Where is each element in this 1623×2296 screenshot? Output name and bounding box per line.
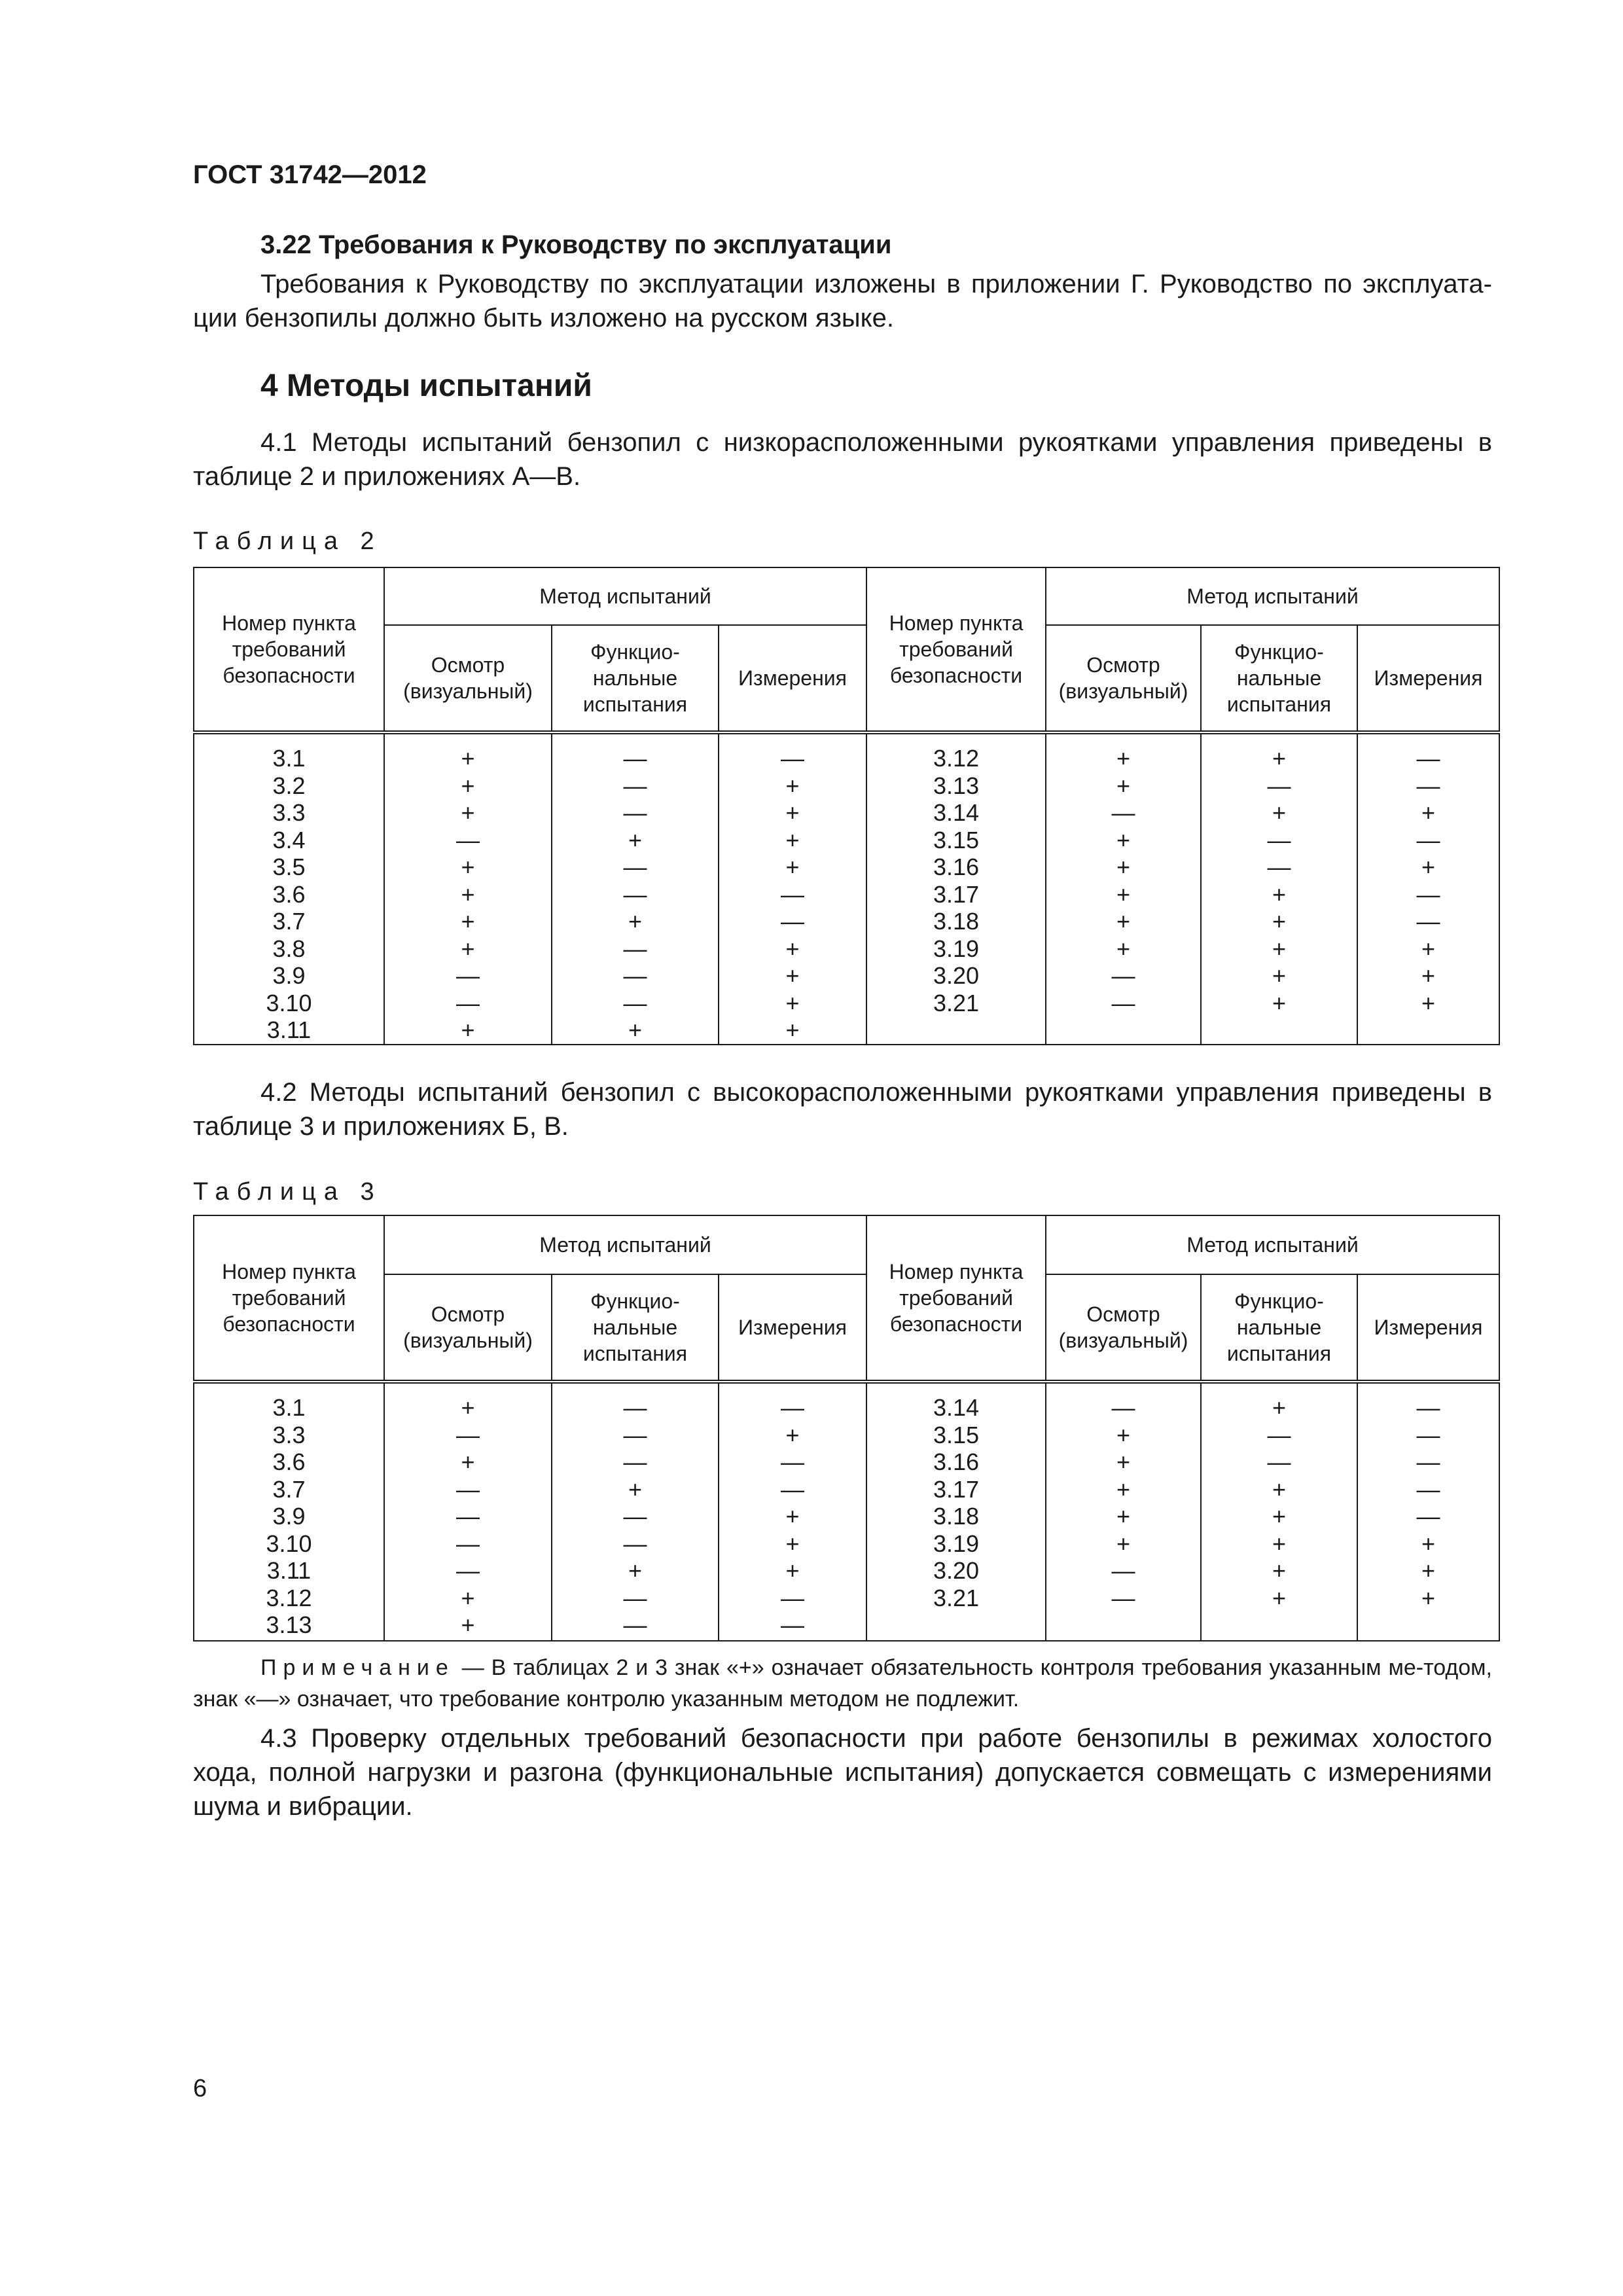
table-cell: —: [1416, 1421, 1440, 1448]
table-cell: —: [781, 1584, 804, 1611]
column-functional: [552, 732, 719, 1045]
table-cell: 3.19: [933, 1530, 980, 1557]
table-cell: +: [1116, 826, 1131, 853]
table-cell: —: [623, 1530, 647, 1557]
table-cell: —: [1111, 799, 1135, 826]
table-cell: —: [456, 1475, 480, 1503]
table-cell: +: [1272, 880, 1287, 908]
table-cell: +: [785, 962, 800, 989]
table-cell: 3.20: [933, 962, 980, 989]
table-cell: —: [1267, 826, 1291, 853]
table-cell: 3.10: [266, 1530, 312, 1557]
table-cell: +: [461, 1611, 475, 1638]
table-cell: +: [1421, 962, 1436, 989]
table-cell: 3.10: [266, 989, 312, 1016]
header-measure: Измерения: [1357, 625, 1499, 732]
table-cell: 3.5: [272, 853, 306, 880]
table-3-caption: Таблица 3: [193, 1178, 382, 1206]
table-cell: +: [461, 772, 475, 799]
table-cell: —: [781, 1394, 804, 1421]
table-cell: 3.2: [272, 772, 306, 799]
table-cell: —: [1111, 962, 1135, 989]
table-cell: +: [1421, 853, 1436, 880]
table-cell: +: [1116, 772, 1131, 799]
table-cell: +: [628, 1557, 643, 1584]
column-measure: [1357, 1382, 1499, 1641]
table-cell: —: [781, 1611, 804, 1638]
table-cell: +: [1421, 1584, 1436, 1611]
table-cell: +: [1272, 935, 1287, 962]
table-cell: 3.15: [933, 826, 980, 853]
header-method: Метод испытаний: [384, 567, 866, 625]
table-cell: 3.13: [266, 1611, 312, 1638]
table-cell: +: [785, 799, 800, 826]
table-cell: 3.12: [933, 745, 980, 772]
table-cell: —: [1267, 1448, 1291, 1475]
paragraph-4-2: 4.2 Методы испытаний бензопил с высокорасположенными рукоятками управления приведены в таблице 3 и приложениях Б, В.: [193, 1078, 1492, 1141]
table-cell: 3.19: [933, 935, 980, 962]
table-cell: 3.11: [266, 1016, 312, 1043]
table-cell: +: [461, 908, 475, 935]
table-cell: —: [456, 1557, 480, 1584]
column-measure: [719, 732, 866, 1045]
table-cell: 3.16: [933, 853, 980, 880]
table-cell: —: [623, 1503, 647, 1530]
table-cell: +: [1272, 1475, 1287, 1503]
table-cell: —: [456, 989, 480, 1016]
table-cell: 3.17: [933, 880, 980, 908]
table-cell: —: [623, 935, 647, 962]
table-cell: 3.21: [933, 1584, 980, 1611]
note-label: Примечание: [260, 1655, 455, 1680]
table-cell: —: [781, 880, 804, 908]
table-cell: —: [1416, 1503, 1440, 1530]
table-cell: 3.20: [933, 1557, 980, 1584]
table-cell: —: [1416, 772, 1440, 799]
table-cell: +: [628, 1475, 643, 1503]
table-cell: +: [1421, 989, 1436, 1016]
document-code: ГОСТ 31742—2012: [193, 160, 427, 189]
table-2-caption: Таблица 2: [193, 528, 382, 555]
table-cell: +: [1116, 935, 1131, 962]
paragraph-4-3: 4.3 Проверку отдельных требований безопасности при работе бензопилы в режимах холостого хода, полной нагрузки и разгона (функциональные испытания) допускается совмещать с измерениями шума и вибрации.: [193, 1724, 1492, 1821]
header-item-number: Номер пункта требований безопасности: [866, 567, 1046, 732]
table-cell: —: [1267, 1421, 1291, 1448]
table-cell: —: [456, 1530, 480, 1557]
table-cell: +: [785, 1016, 800, 1043]
header-functional: Функцио-нальные испытания: [552, 625, 719, 732]
table-cell: —: [781, 1448, 804, 1475]
table-cell: +: [785, 1421, 800, 1448]
table-cell: 3.14: [933, 799, 980, 826]
table-cell: 3.1: [272, 745, 306, 772]
table-cell: —: [1111, 1584, 1135, 1611]
header-method: Метод испытаний: [1046, 1215, 1499, 1274]
table-cell: +: [1272, 908, 1287, 935]
column-visual: [1046, 732, 1201, 1045]
table-cell: +: [461, 935, 475, 962]
table-3: [193, 1215, 1500, 1641]
table-cell: —: [1416, 1448, 1440, 1475]
table-cell: —: [1416, 1475, 1440, 1503]
header-item-number: Номер пункта требований безопасности: [194, 1215, 384, 1382]
table-cell: +: [1421, 799, 1436, 826]
table-cell: 3.3: [272, 799, 306, 826]
table-cell: —: [623, 1394, 647, 1421]
column-items: [866, 732, 1046, 1045]
table-cell: +: [628, 908, 643, 935]
header-item-number: Номер пункта требований безопасности: [194, 567, 384, 732]
table-cell: —: [1416, 908, 1440, 935]
header-method: Метод испытаний: [384, 1215, 866, 1274]
table-cell: +: [785, 989, 800, 1016]
header-visual: Осмотр (визуальный): [1046, 1274, 1201, 1382]
table-cell: +: [785, 935, 800, 962]
table-cell: —: [623, 962, 647, 989]
table-cell: 3.21: [933, 989, 980, 1016]
header-measure: Измерения: [719, 625, 866, 732]
section-4-title: 4 Методы испытаний: [260, 368, 592, 403]
header-item-number: Номер пункта требований безопасности: [866, 1215, 1046, 1382]
header-functional: Функцио-нальные испытания: [1201, 1274, 1357, 1382]
table-cell: +: [461, 1448, 475, 1475]
header-measure: Измерения: [719, 1274, 866, 1382]
column-measure: [1357, 732, 1499, 1045]
table-cell: +: [1272, 1530, 1287, 1557]
table-cell: +: [461, 880, 475, 908]
table-cell: 3.18: [933, 1503, 980, 1530]
table-cell: —: [1416, 880, 1440, 908]
header-method: Метод испытаний: [1046, 567, 1499, 625]
table-cell: —: [456, 962, 480, 989]
table-cell: +: [1272, 1503, 1287, 1530]
table-cell: +: [461, 1016, 475, 1043]
table-cell: —: [1267, 853, 1291, 880]
table-cell: 3.7: [272, 1475, 306, 1503]
table-cell: +: [1116, 745, 1131, 772]
header-visual: Осмотр (визуальный): [384, 625, 552, 732]
table-cell: —: [623, 880, 647, 908]
table-cell: +: [1272, 745, 1287, 772]
table-cell: +: [1116, 1448, 1131, 1475]
table-cell: —: [623, 772, 647, 799]
table-cell: —: [623, 853, 647, 880]
table-cell: 3.15: [933, 1421, 980, 1448]
table-cell: +: [1116, 908, 1131, 935]
table-cell: —: [623, 1421, 647, 1448]
table-cell: —: [456, 1503, 480, 1530]
table-cell: —: [1416, 745, 1440, 772]
table-cell: +: [1116, 1475, 1131, 1503]
table-cell: —: [456, 1421, 480, 1448]
column-functional: [552, 1382, 719, 1641]
table-cell: —: [781, 1475, 804, 1503]
table-cell: +: [1421, 1530, 1436, 1557]
table-cell: 3.7: [272, 908, 306, 935]
table-cell: 3.12: [266, 1584, 312, 1611]
table-cell: 3.14: [933, 1394, 980, 1421]
table-cell: 3.9: [272, 1503, 306, 1530]
table-cell: 3.18: [933, 908, 980, 935]
table-cell: +: [785, 853, 800, 880]
table-cell: 3.8: [272, 935, 306, 962]
table-cell: +: [785, 772, 800, 799]
column-functional: [1201, 1382, 1357, 1641]
column-items: [866, 1382, 1046, 1641]
table-cell: —: [456, 826, 480, 853]
column-visual: [384, 1382, 552, 1641]
column-functional: [1201, 732, 1357, 1045]
table-cell: +: [461, 745, 475, 772]
table-note: [193, 1652, 1492, 1715]
table-cell: +: [785, 1503, 800, 1530]
section-3-22-title: 3.22 Требования к Руководству по эксплуатации: [260, 230, 892, 259]
table-cell: +: [785, 826, 800, 853]
table-2: [193, 567, 1500, 1045]
table-cell: +: [1116, 853, 1131, 880]
table-cell: 3.4: [272, 826, 306, 853]
table-cell: +: [1272, 799, 1287, 826]
table-cell: 3.6: [272, 880, 306, 908]
note-text: — В таблицах 2 и 3 знак «+» означает обязательность контроля требования указанным ме-тодом, знак «—» означает, что требование контролю указанным методом не подлежит.: [193, 1655, 1492, 1712]
table-cell: +: [461, 799, 475, 826]
table-cell: —: [623, 799, 647, 826]
table-cell: +: [1272, 1394, 1287, 1421]
section-3-22-text: Требования к Руководству по эксплуатации изложены в приложении Г. Руководство по эксплуата-ции бензопилы должно быть изложено на русском языке.: [193, 270, 1492, 332]
table-cell: —: [1416, 1394, 1440, 1421]
table-cell: —: [623, 1448, 647, 1475]
table-cell: 3.16: [933, 1448, 980, 1475]
table-cell: —: [1111, 1557, 1135, 1584]
table-cell: 3.6: [272, 1448, 306, 1475]
table-cell: +: [785, 1557, 800, 1584]
table-cell: —: [623, 1584, 647, 1611]
table-cell: +: [785, 1530, 800, 1557]
column-visual: [384, 732, 552, 1045]
table-cell: —: [623, 1611, 647, 1638]
table-cell: —: [781, 908, 804, 935]
table-cell: +: [1116, 1503, 1131, 1530]
paragraph-4-1: 4.1 Методы испытаний бензопил с низкорасположенными рукоятками управления приведены в таблице 2 и приложениях А—В.: [193, 428, 1492, 491]
table-cell: +: [461, 1584, 475, 1611]
table-cell: —: [623, 989, 647, 1016]
table-cell: +: [628, 1016, 643, 1043]
column-items: [194, 732, 384, 1045]
table-cell: +: [1421, 1557, 1436, 1584]
table-cell: +: [1116, 880, 1131, 908]
table-cell: —: [1111, 1394, 1135, 1421]
table-cell: —: [623, 745, 647, 772]
header-measure: Измерения: [1357, 1274, 1499, 1382]
table-cell: 3.1: [272, 1394, 306, 1421]
table-cell: —: [1267, 772, 1291, 799]
header-visual: Осмотр (визуальный): [1046, 625, 1201, 732]
header-functional: Функцио-нальные испытания: [552, 1274, 719, 1382]
table-cell: +: [1116, 1421, 1131, 1448]
column-measure: [719, 1382, 866, 1641]
table-cell: 3.17: [933, 1475, 980, 1503]
table-cell: +: [461, 853, 475, 880]
table-cell: —: [781, 745, 804, 772]
header-visual: Осмотр (визуальный): [384, 1274, 552, 1382]
header-functional: Функцио-нальные испытания: [1201, 625, 1357, 732]
column-items: [194, 1382, 384, 1641]
table-cell: +: [1272, 989, 1287, 1016]
table-cell: 3.11: [266, 1557, 312, 1584]
table-cell: 3.13: [933, 772, 980, 799]
table-cell: +: [628, 826, 643, 853]
table-cell: —: [1111, 989, 1135, 1016]
table-cell: 3.9: [272, 962, 306, 989]
table-cell: +: [1272, 1584, 1287, 1611]
page-number: 6: [193, 2075, 207, 2102]
table-cell: +: [1116, 1530, 1131, 1557]
table-cell: +: [461, 1394, 475, 1421]
table-cell: +: [1272, 1557, 1287, 1584]
table-cell: +: [1421, 935, 1436, 962]
table-cell: +: [1272, 962, 1287, 989]
column-visual: [1046, 1382, 1201, 1641]
table-cell: 3.3: [272, 1421, 306, 1448]
table-cell: —: [1416, 826, 1440, 853]
